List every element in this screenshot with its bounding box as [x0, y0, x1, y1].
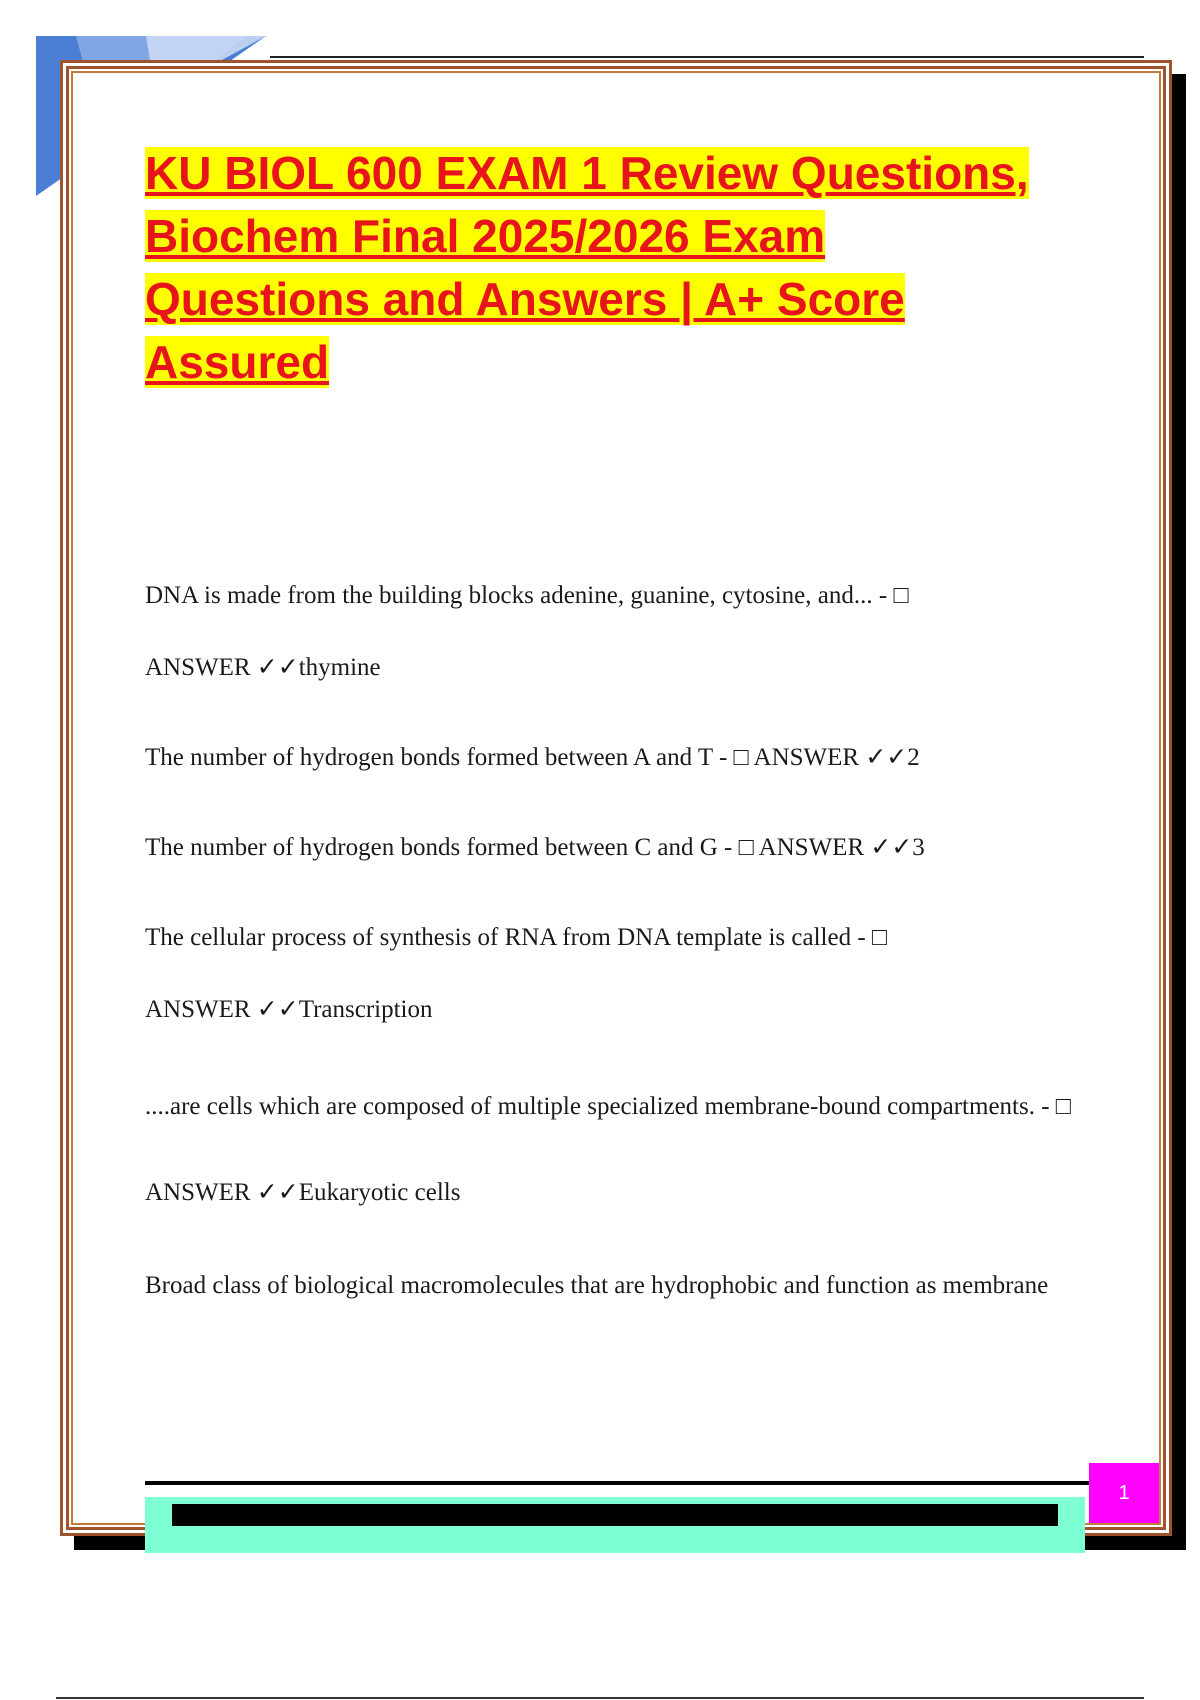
page-number: 1: [1089, 1463, 1159, 1523]
qa-item: [145, 1254, 1075, 1318]
title-line-3: Questions and Answers | A+ Score: [145, 273, 905, 325]
title-line-1: KU BIOL 600 EXAM 1 Review Questions,: [145, 147, 1029, 199]
question-text: Broad class of biological macromolecules that are hydrophobic and function as membrane: [145, 1272, 1049, 1299]
title-line-4: Assured: [145, 336, 330, 388]
question-text: The cellular process of synthesis of RNA from DNA template is called - □: [145, 924, 888, 951]
qa-item: [145, 560, 1075, 704]
question-text: The number of hydrogen bonds formed between C and G - □: [145, 834, 754, 861]
bottom-rule: [56, 1697, 1144, 1699]
footer-rule: [145, 1481, 1089, 1485]
footer-bar: [172, 1504, 1058, 1526]
qa-item: [145, 812, 1075, 884]
answer-text: ANSWER ✓✓Eukaryotic cells: [145, 1179, 461, 1206]
document-title: [145, 142, 1105, 394]
qa-list: [145, 560, 1075, 1336]
question-text: ....are cells which are composed of multiple specialized membrane-bound compartments. - □: [145, 1093, 1071, 1120]
title-line-2: Biochem Final 2025/2026 Exam: [145, 210, 826, 262]
answer-text: ANSWER ✓✓thymine: [145, 654, 381, 681]
top-rule: [270, 56, 1144, 58]
qa-item: [145, 902, 1075, 1046]
question-text: The number of hydrogen bonds formed between A and T - □: [145, 744, 749, 771]
qa-item: [145, 722, 1075, 794]
answer-text: ANSWER ✓✓3: [758, 834, 925, 861]
qa-item: [145, 1064, 1075, 1236]
answer-text: ANSWER ✓✓Transcription: [145, 996, 433, 1023]
answer-text: ANSWER ✓✓2: [753, 744, 920, 771]
question-text: DNA is made from the building blocks adenine, guanine, cytosine, and... - □: [145, 582, 909, 609]
